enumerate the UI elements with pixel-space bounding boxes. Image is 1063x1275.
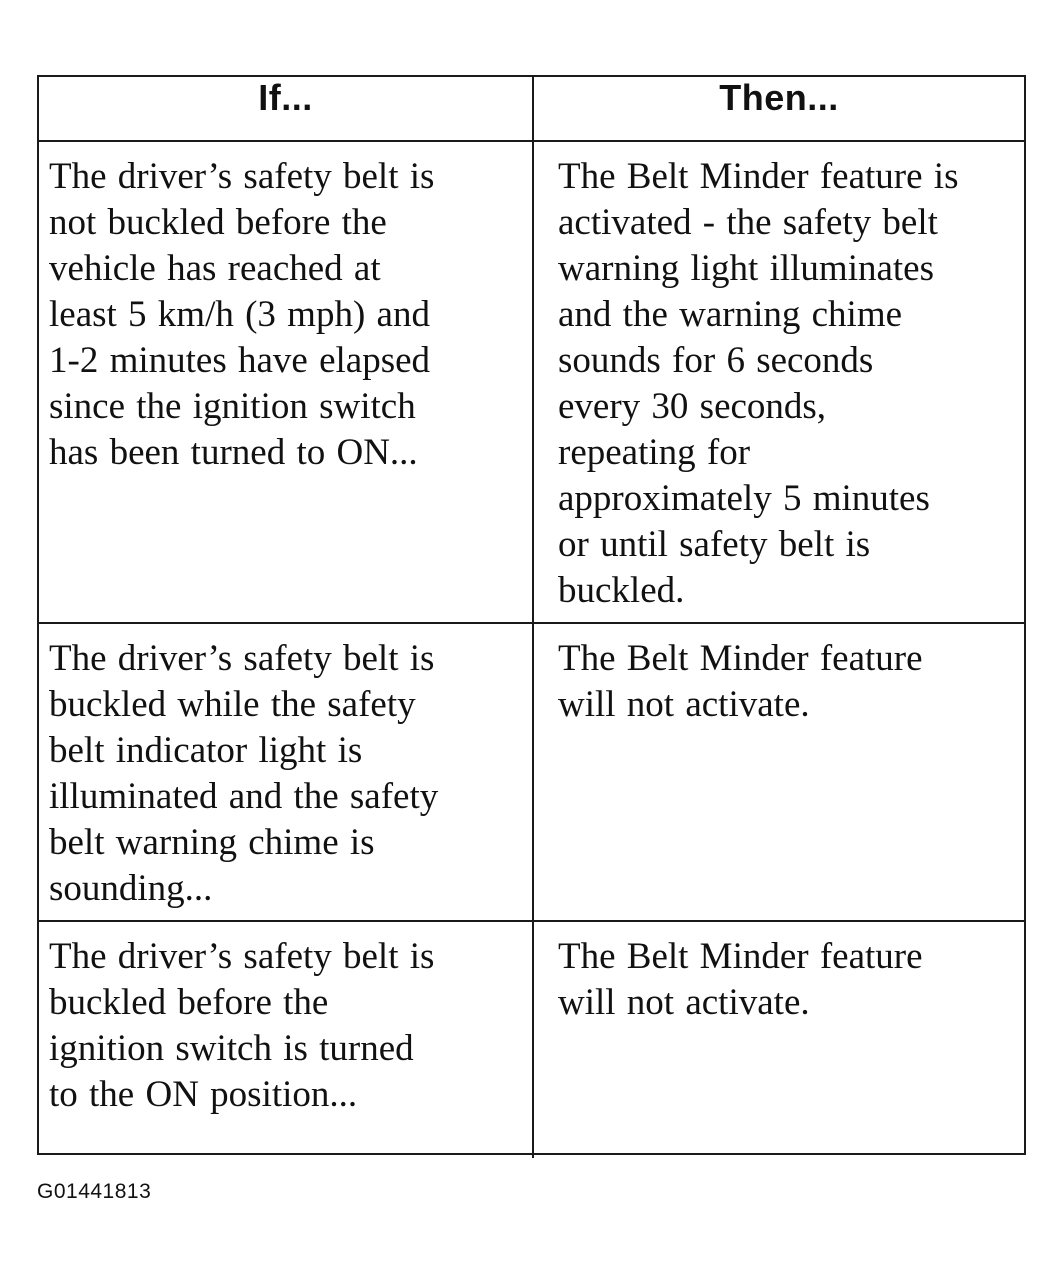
figure-id-label: G01441813 xyxy=(37,1180,152,1203)
table-row xyxy=(39,921,1024,1158)
then-result-cell: The Belt Minder feature is activated - the safety belt warning light illuminates and the warning chime sounds for 6 seconds every 30 seconds, repeating for approximately 5 minutes or until safety belt is buckled. xyxy=(533,141,1024,623)
table-row xyxy=(39,623,1024,921)
table-row xyxy=(39,141,1024,623)
table-header-row xyxy=(39,77,1024,141)
belt-minder-table-container xyxy=(37,75,1026,1155)
if-column-header: If... xyxy=(39,77,533,141)
then-result-cell: The Belt Minder feature will not activate. xyxy=(533,623,1024,921)
if-condition-cell: The driver’s safety belt is buckled while the safety belt indicator light is illuminated and the safety belt warning chime is sounding... xyxy=(39,623,533,921)
belt-minder-table xyxy=(39,77,1024,1158)
then-result-cell: The Belt Minder feature will not activate. xyxy=(533,921,1024,1158)
if-condition-cell: The driver’s safety belt is not buckled before the vehicle has reached at least 5 km/h (3 mph) and 1-2 minutes have elapsed since the ignition switch has been turned to ON... xyxy=(39,141,533,623)
then-column-header: Then... xyxy=(533,77,1024,141)
if-condition-cell: The driver’s safety belt is buckled before the ignition switch is turned to the ON position... xyxy=(39,921,533,1158)
